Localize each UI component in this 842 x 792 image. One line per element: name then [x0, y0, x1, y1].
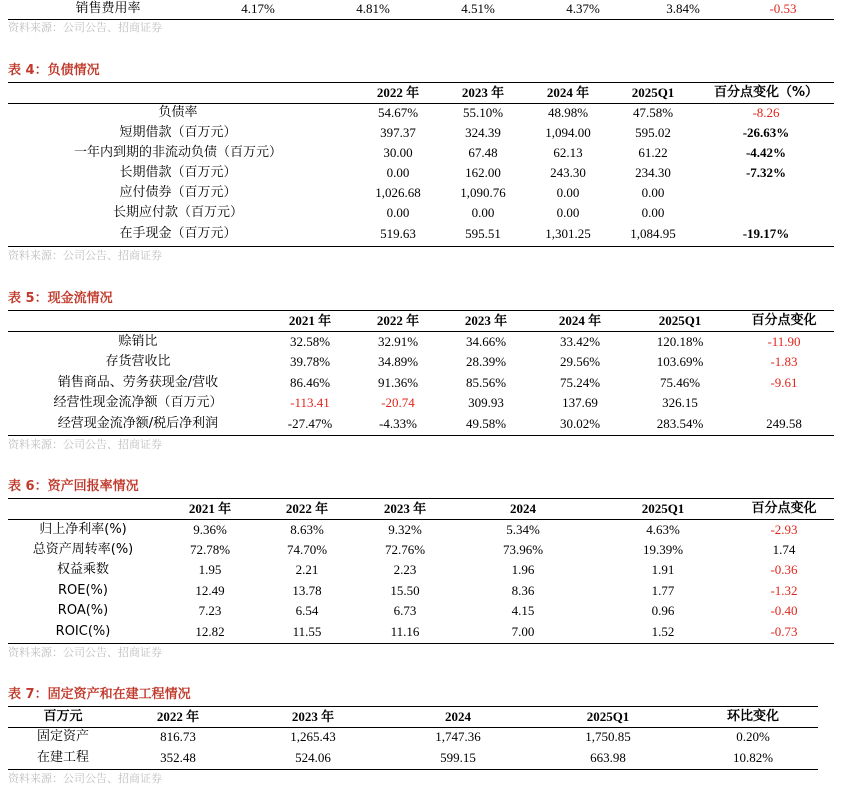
cell: 49.58% — [465, 416, 507, 431]
row-label: 销售费用率 — [75, 1, 141, 16]
table-header-row — [8, 499, 834, 519]
cell: 4.63% — [646, 522, 680, 537]
header-cell: 2025Q1 — [586, 709, 630, 724]
cell: 30.02% — [559, 416, 601, 431]
cell-change: -9.61 — [770, 375, 798, 390]
cell: 599.15 — [440, 750, 476, 765]
row-label: 赊销比 — [118, 334, 158, 349]
row-label: 负债率 — [158, 105, 198, 120]
cell-change: -1.32 — [770, 583, 798, 598]
header-cell: 2025Q1 — [658, 313, 702, 328]
row-label: 长期借款（百万元） — [119, 165, 237, 180]
cell: 243.30 — [550, 165, 586, 180]
source-note: 资料来源：公司公告、招商证券 — [8, 21, 162, 34]
header-cell: 百分点变化 — [751, 501, 817, 516]
cell: 1,090.76 — [460, 185, 506, 200]
table-row — [8, 540, 834, 560]
header-cell: 2025Q1 — [631, 85, 675, 100]
cell: 234.30 — [635, 165, 671, 180]
cell: 74.70% — [286, 542, 328, 557]
cell: 15.50 — [390, 583, 420, 598]
table-title: 表 4：负债情况 — [8, 63, 100, 78]
table-row — [8, 163, 834, 183]
cell: 4.81% — [356, 1, 390, 16]
table-row — [8, 352, 834, 372]
cell: 9.32% — [388, 522, 422, 537]
cell-change: -26.63% — [742, 125, 790, 140]
cell: 4.15 — [511, 603, 535, 618]
cell: 595.02 — [635, 125, 671, 140]
cell: 1,094.00 — [545, 125, 591, 140]
header-cell: 百万元 — [43, 709, 83, 724]
cell: 283.54% — [656, 416, 704, 431]
header-cell: 2022 年 — [156, 709, 200, 724]
cell: 519.63 — [380, 226, 416, 241]
header-cell: 2022 年 — [285, 501, 329, 516]
cell: 12.82 — [195, 624, 225, 639]
header-cell: 2022 年 — [376, 313, 420, 328]
source-note: 资料来源：公司公告、招商证券 — [8, 438, 162, 451]
cell: 72.76% — [384, 542, 426, 557]
cell: 0.00 — [641, 205, 665, 220]
table-row — [8, 103, 834, 123]
header-cell: 2023 年 — [464, 313, 508, 328]
cell: 1.96 — [511, 562, 535, 577]
cell: 324.39 — [465, 125, 501, 140]
cell: 11.55 — [292, 624, 322, 639]
cell: 73.96% — [502, 542, 544, 557]
table-row — [8, 622, 834, 642]
header-cell: 环比变化 — [726, 709, 779, 724]
cell: 32.91% — [377, 334, 419, 349]
cell: 62.13 — [553, 145, 583, 160]
cell: 1.77 — [651, 583, 675, 598]
header-cell: 2021 年 — [288, 313, 332, 328]
cell: 28.39% — [465, 354, 507, 369]
cell: 1.95 — [198, 562, 222, 577]
cell-change — [698, 183, 834, 203]
cell: 120.18% — [656, 334, 704, 349]
row-label: 存货营收比 — [105, 354, 171, 369]
cell: 32.58% — [289, 334, 331, 349]
row-label: 应付债券（百万元） — [119, 185, 237, 200]
cell: 1.52 — [651, 624, 675, 639]
cell: 137.69 — [562, 395, 598, 410]
cell: -4.33% — [379, 416, 417, 431]
cell-change: -0.53 — [769, 1, 797, 16]
cell-change: 249.58 — [766, 416, 802, 431]
cell: 1,750.85 — [585, 729, 631, 744]
cell: 91.36% — [377, 375, 419, 390]
table-bottom-rule — [8, 19, 834, 20]
cell: 39.78% — [289, 354, 331, 369]
cell-change: 1.74 — [772, 542, 796, 557]
table-bottom-rule — [8, 643, 834, 644]
cell: 85.56% — [465, 375, 507, 390]
cell: 19.39% — [642, 542, 684, 557]
cell: 103.69% — [656, 354, 704, 369]
header-cell: 百分点变化（%） — [713, 85, 819, 100]
row-label: 长期应付款（百万元） — [112, 205, 243, 220]
table-row — [8, 520, 834, 540]
cell: 8.63% — [290, 522, 324, 537]
cell-change: -0.73 — [770, 624, 798, 639]
cell: 4.17% — [241, 1, 275, 16]
header-cell: 2024 — [445, 709, 471, 724]
row-label: 固定资产 — [36, 729, 89, 744]
cell: 61.22 — [638, 145, 668, 160]
cell: -113.41 — [290, 395, 330, 410]
table-title: 表 6：资产回报率情况 — [8, 479, 139, 494]
cell-change: -7.32% — [745, 165, 787, 180]
cell: 11.16 — [390, 624, 420, 639]
table-row — [8, 727, 818, 747]
cell: 55.10% — [462, 105, 504, 120]
cell: 8.36 — [511, 583, 535, 598]
row-label: 经营性现金流净额（百万元） — [53, 395, 223, 410]
cell: 86.46% — [289, 375, 331, 390]
source-note: 资料来源：公司公告、招商证券 — [8, 249, 162, 262]
table-row — [8, 748, 818, 768]
cell: 29.56% — [559, 354, 601, 369]
cell: 9.36% — [193, 522, 227, 537]
table-row — [8, 0, 834, 19]
cell: 1,026.68 — [375, 185, 421, 200]
table-title: 表 7：固定资产和在建工程情况 — [8, 687, 191, 702]
cell-change: -2.93 — [770, 522, 798, 537]
cell: 6.54 — [295, 603, 319, 618]
table-title: 表 5：现金流情况 — [8, 291, 113, 306]
cell: 1,747.36 — [435, 729, 481, 744]
cell: 816.73 — [160, 729, 196, 744]
cell: 309.93 — [468, 395, 504, 410]
cell: 54.67% — [377, 105, 419, 120]
table-row — [8, 373, 834, 393]
row-label: 经营现金流净额/税后净利润 — [57, 416, 219, 431]
cell: 48.98% — [547, 105, 589, 120]
table-row — [8, 332, 834, 352]
source-note: 资料来源：公司公告、招商证券 — [8, 772, 162, 785]
table-row — [8, 123, 834, 143]
cell-change: -0.40 — [770, 603, 798, 618]
cell-change: 10.82% — [732, 750, 774, 765]
row-label: ROIC(%) — [55, 624, 111, 639]
cell: 3.84% — [666, 1, 700, 16]
cell: 524.06 — [295, 750, 331, 765]
row-label: ROA(%) — [57, 603, 109, 618]
header-cell: 2024 年 — [546, 85, 590, 100]
cell: 4.51% — [461, 1, 495, 16]
cell: 5.34% — [506, 522, 540, 537]
cell-change: -1.83 — [770, 354, 798, 369]
cell: 0.00 — [556, 205, 580, 220]
table-row — [8, 414, 834, 434]
table-header-row — [8, 707, 818, 727]
cell: 13.78 — [292, 583, 322, 598]
header-cell: 2025Q1 — [641, 501, 685, 516]
header-cell: 2023 年 — [383, 501, 427, 516]
table-bottom-rule — [8, 435, 834, 436]
table-row — [8, 183, 834, 203]
cell: 1,084.95 — [630, 226, 676, 241]
table-bottom-rule — [8, 246, 834, 247]
cell-change: -19.17% — [742, 226, 790, 241]
cell: 6.73 — [393, 603, 417, 618]
cell-change: -0.36 — [770, 562, 798, 577]
table-bottom-rule — [8, 769, 818, 770]
cell: 1,265.43 — [290, 729, 336, 744]
cell: 72.78% — [189, 542, 231, 557]
cell: 352.48 — [160, 750, 196, 765]
cell: 12.49 — [195, 583, 225, 598]
cell: 326.15 — [662, 395, 698, 410]
cell: -27.47% — [287, 416, 333, 431]
cell: 34.66% — [465, 334, 507, 349]
cell-change: -8.26 — [752, 105, 780, 120]
row-label: 在建工程 — [36, 750, 89, 765]
cell: 595.51 — [465, 226, 501, 241]
cell: 162.00 — [465, 165, 501, 180]
row-label: 权益乘数 — [56, 562, 109, 577]
cell-change — [734, 393, 834, 413]
table-header-row — [8, 83, 834, 103]
table-row — [8, 601, 834, 621]
row-label: 短期借款（百万元） — [119, 125, 237, 140]
header-cell: 2021 年 — [188, 501, 232, 516]
cell: 2.21 — [295, 562, 319, 577]
source-note: 资料来源：公司公告、招商证券 — [8, 646, 162, 659]
cell: 397.37 — [380, 125, 416, 140]
row-label: 总资产周转率(%) — [32, 542, 134, 557]
cell-change: -11.90 — [767, 334, 801, 349]
header-cell: 百分点变化 — [751, 313, 817, 328]
cell: 67.48 — [468, 145, 498, 160]
table-row — [8, 393, 834, 413]
table-row — [8, 560, 834, 580]
cell: 663.98 — [590, 750, 626, 765]
cell: 0.96 — [651, 603, 675, 618]
cell-change: 0.20% — [736, 729, 770, 744]
cell: 1,301.25 — [545, 226, 591, 241]
cell: 0.00 — [471, 205, 495, 220]
cell: 75.24% — [559, 375, 601, 390]
table-row — [8, 224, 834, 244]
cell: 47.58% — [632, 105, 674, 120]
header-cell: 2024 — [510, 501, 536, 516]
cell: 7.23 — [198, 603, 222, 618]
cell: 0.00 — [386, 205, 410, 220]
cell: 75.46% — [659, 375, 701, 390]
header-cell: 2023 年 — [461, 85, 505, 100]
cell: 7.00 — [511, 624, 535, 639]
row-label: 销售商品、劳务获现金/营收 — [57, 375, 219, 390]
cell: 34.89% — [377, 354, 419, 369]
table-row — [8, 203, 834, 223]
row-label: 归上净利率(%) — [39, 522, 127, 537]
table-row — [8, 143, 834, 163]
header-cell: 2022 年 — [376, 85, 420, 100]
cell: 2.23 — [393, 562, 417, 577]
cell: 1.91 — [651, 562, 675, 577]
cell: 0.00 — [556, 185, 580, 200]
row-label: 一年内到期的非流动负债（百万元） — [73, 145, 282, 160]
cell: 4.37% — [566, 1, 600, 16]
cell-change — [698, 203, 834, 223]
table-row — [8, 581, 834, 601]
header-cell: 2024 年 — [558, 313, 602, 328]
cell-change: -4.42% — [745, 145, 787, 160]
table-header-row — [8, 311, 834, 331]
cell: -20.74 — [381, 395, 415, 410]
cell: 0.00 — [641, 185, 665, 200]
row-label: ROE(%) — [58, 583, 108, 598]
cell: 0.00 — [386, 165, 410, 180]
row-label: 在手现金（百万元） — [119, 226, 237, 241]
header-cell: 2023 年 — [291, 709, 335, 724]
cell: 33.42% — [559, 334, 601, 349]
cell: 30.00 — [383, 145, 413, 160]
